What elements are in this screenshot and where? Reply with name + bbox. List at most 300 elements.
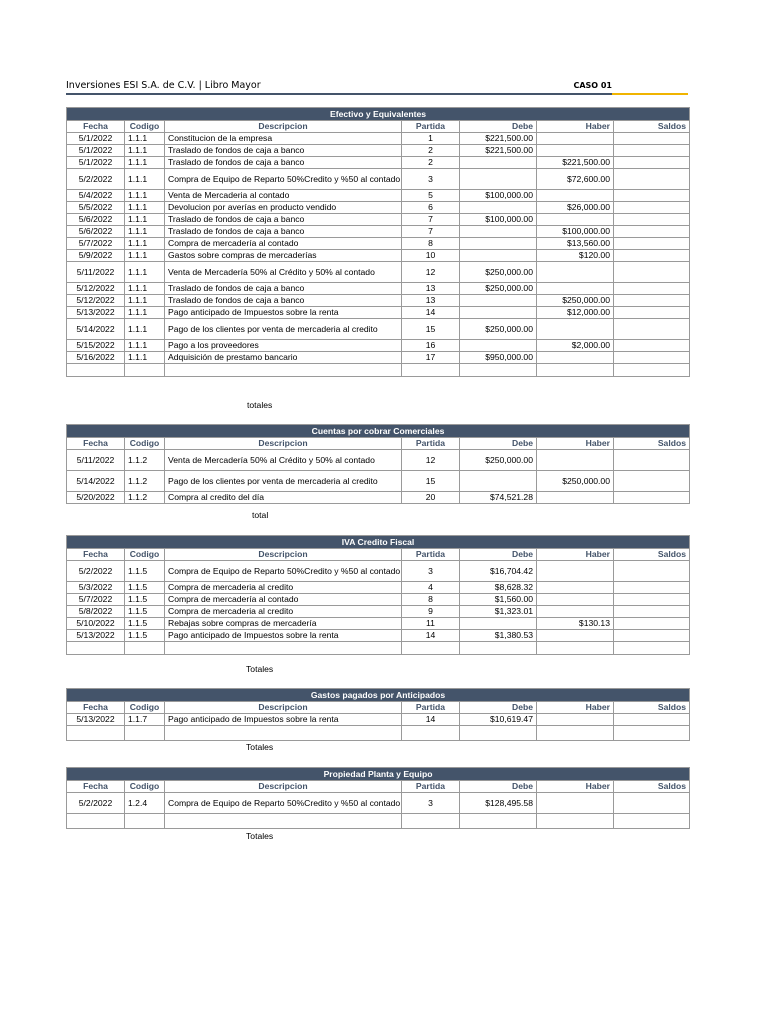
ledger-propiedad-totals-label: Totales — [246, 831, 274, 841]
column-header-partida: Partida — [402, 702, 460, 714]
cell-haber — [537, 352, 614, 364]
cell-partida: 17 — [402, 352, 460, 364]
cell-codigo: 1.1.1 — [125, 145, 165, 157]
cell-haber — [537, 262, 614, 283]
cell-descripcion: Compra de Equipo de Reparto 50%Credito y %50 al contado — [165, 793, 402, 814]
cell-haber — [537, 714, 614, 726]
table-row — [67, 238, 690, 250]
table-row — [67, 190, 690, 202]
cell-codigo: 1.1.5 — [125, 606, 165, 618]
cell-partida: 8 — [402, 594, 460, 606]
cell-debe: $10,619.47 — [460, 714, 537, 726]
cell-descripcion: Traslado de fondos de caja a banco — [165, 283, 402, 295]
cell-debe — [460, 295, 537, 307]
table-row — [67, 606, 690, 618]
ledger-cuentas-por-cobrar — [66, 424, 689, 504]
cell-codigo — [125, 814, 165, 829]
ledger-title: IVA Credito Fiscal — [67, 536, 690, 549]
ledger-title: Propiedad Planta y Equipo — [67, 768, 690, 781]
cell-haber — [537, 492, 614, 504]
cell-haber — [537, 594, 614, 606]
cell-saldos — [614, 364, 690, 377]
cell-partida — [402, 642, 460, 655]
ledger-efectivo-totals-label: totales — [247, 400, 273, 410]
cell-debe: $100,000.00 — [460, 214, 537, 226]
cell-descripcion: Compra de mercadería al contado — [165, 238, 402, 250]
cell-descripcion: Venta de Mercadería 50% al Crédito y 50% al contado — [165, 450, 402, 471]
cell-descripcion — [165, 726, 402, 741]
table-row — [67, 262, 690, 283]
cell-partida: 6 — [402, 202, 460, 214]
column-header-descripcion: Descripcion — [165, 121, 402, 133]
cell-saldos — [614, 642, 690, 655]
column-header-partida: Partida — [402, 549, 460, 561]
cell-codigo: 1.1.1 — [125, 340, 165, 352]
cell-haber: $221,500.00 — [537, 157, 614, 169]
cell-fecha: 5/14/2022 — [67, 319, 125, 340]
table-row — [67, 250, 690, 262]
ledger-table — [66, 535, 690, 655]
cell-haber: $13,560.00 — [537, 238, 614, 250]
cell-haber — [537, 364, 614, 377]
cell-debe — [460, 471, 537, 492]
cell-haber — [537, 133, 614, 145]
cell-codigo: 1.1.1 — [125, 133, 165, 145]
ledger-title: Gastos pagados por Anticipados — [67, 689, 690, 702]
table-row — [67, 814, 690, 829]
cell-fecha: 5/10/2022 — [67, 618, 125, 630]
cell-descripcion — [165, 364, 402, 377]
ledger-propiedad-planta — [66, 767, 689, 829]
cell-saldos — [614, 471, 690, 492]
cell-partida: 13 — [402, 295, 460, 307]
cell-fecha — [67, 642, 125, 655]
cell-descripcion: Traslado de fondos de caja a banco — [165, 145, 402, 157]
cell-descripcion: Pago de los clientes por venta de mercaderia al credito — [165, 319, 402, 340]
cell-partida: 13 — [402, 283, 460, 295]
cell-fecha: 5/7/2022 — [67, 238, 125, 250]
cell-debe: $221,500.00 — [460, 133, 537, 145]
cell-debe — [460, 202, 537, 214]
cell-haber: $130.13 — [537, 618, 614, 630]
cell-saldos — [614, 582, 690, 594]
cell-descripcion: Traslado de fondos de caja a banco — [165, 226, 402, 238]
document-header — [66, 80, 688, 94]
column-header-partida: Partida — [402, 438, 460, 450]
ledger-table — [66, 424, 690, 504]
ledger-title: Efectivo y Equivalentes — [67, 108, 690, 121]
table-row — [67, 283, 690, 295]
cell-descripcion: Pago a los proveedores — [165, 340, 402, 352]
header-rule-dark — [66, 93, 612, 95]
cell-codigo: 1.1.1 — [125, 307, 165, 319]
cell-haber — [537, 630, 614, 642]
cell-codigo: 1.1.2 — [125, 492, 165, 504]
cell-fecha: 5/15/2022 — [67, 340, 125, 352]
cell-partida: 3 — [402, 169, 460, 190]
column-header-fecha: Fecha — [67, 549, 125, 561]
table-row — [67, 630, 690, 642]
cell-codigo: 1.1.1 — [125, 157, 165, 169]
cell-debe — [460, 226, 537, 238]
cell-descripcion: Compra de Equipo de Reparto 50%Credito y %50 al contado — [165, 561, 402, 582]
cell-fecha: 5/11/2022 — [67, 262, 125, 283]
cell-debe — [460, 618, 537, 630]
cell-debe — [460, 364, 537, 377]
cell-debe: $250,000.00 — [460, 450, 537, 471]
cell-descripcion: Devolucion por averías en producto vendido — [165, 202, 402, 214]
cell-saldos — [614, 295, 690, 307]
cell-saldos — [614, 226, 690, 238]
cell-fecha: 5/1/2022 — [67, 133, 125, 145]
column-header-debe: Debe — [460, 702, 537, 714]
cell-saldos — [614, 157, 690, 169]
column-header-haber: Haber — [537, 549, 614, 561]
table-row — [67, 319, 690, 340]
cell-descripcion: Rebajas sobre compras de mercadería — [165, 618, 402, 630]
table-row — [67, 340, 690, 352]
cell-haber — [537, 814, 614, 829]
cell-debe: $221,500.00 — [460, 145, 537, 157]
cell-haber — [537, 145, 614, 157]
cell-fecha: 5/3/2022 — [67, 582, 125, 594]
cell-descripcion: Venta de Mercaderia al contado — [165, 190, 402, 202]
cell-descripcion: Compra de mercaderia al credito — [165, 582, 402, 594]
ledger-table — [66, 767, 690, 829]
column-header-fecha: Fecha — [67, 438, 125, 450]
cell-partida: 16 — [402, 340, 460, 352]
cell-partida: 15 — [402, 471, 460, 492]
table-row — [67, 145, 690, 157]
cell-fecha: 5/6/2022 — [67, 226, 125, 238]
cell-fecha: 5/1/2022 — [67, 145, 125, 157]
cell-saldos — [614, 190, 690, 202]
cell-partida — [402, 364, 460, 377]
cell-descripcion — [165, 642, 402, 655]
cell-codigo: 1.1.1 — [125, 169, 165, 190]
table-row — [67, 202, 690, 214]
cell-codigo: 1.1.1 — [125, 250, 165, 262]
cell-fecha: 5/11/2022 — [67, 450, 125, 471]
column-header-saldos: Saldos — [614, 549, 690, 561]
cell-saldos — [614, 238, 690, 250]
column-header-codigo: Codigo — [125, 702, 165, 714]
table-row — [67, 471, 690, 492]
cell-saldos — [614, 202, 690, 214]
column-header-codigo: Codigo — [125, 781, 165, 793]
cell-debe — [460, 307, 537, 319]
cell-partida: 7 — [402, 226, 460, 238]
cell-debe — [460, 157, 537, 169]
cell-fecha: 5/2/2022 — [67, 561, 125, 582]
cell-haber — [537, 726, 614, 741]
cell-codigo — [125, 642, 165, 655]
cell-saldos — [614, 561, 690, 582]
cell-debe: $1,380.53 — [460, 630, 537, 642]
cell-partida: 15 — [402, 319, 460, 340]
cell-fecha: 5/14/2022 — [67, 471, 125, 492]
cell-fecha: 5/13/2022 — [67, 630, 125, 642]
ledger-title: Cuentas por cobrar Comerciales — [67, 425, 690, 438]
column-header-saldos: Saldos — [614, 438, 690, 450]
cell-saldos — [614, 618, 690, 630]
cell-codigo: 1.1.5 — [125, 582, 165, 594]
column-header-descripcion: Descripcion — [165, 702, 402, 714]
cell-partida: 8 — [402, 238, 460, 250]
column-header-haber: Haber — [537, 121, 614, 133]
cell-saldos — [614, 352, 690, 364]
cell-debe — [460, 169, 537, 190]
cell-fecha: 5/4/2022 — [67, 190, 125, 202]
column-header-debe: Debe — [460, 549, 537, 561]
cell-debe: $1,560.00 — [460, 594, 537, 606]
column-header-debe: Debe — [460, 438, 537, 450]
column-header-debe: Debe — [460, 781, 537, 793]
cell-descripcion: Gastos sobre compras de mercaderías — [165, 250, 402, 262]
case-label: CASO 01 — [573, 81, 612, 90]
cell-partida: 2 — [402, 157, 460, 169]
cell-partida: 3 — [402, 561, 460, 582]
table-row — [67, 714, 690, 726]
cell-debe: $950,000.00 — [460, 352, 537, 364]
cell-haber — [537, 561, 614, 582]
ledger-table — [66, 688, 690, 741]
column-header-haber: Haber — [537, 781, 614, 793]
cell-debe — [460, 726, 537, 741]
cell-fecha: 5/13/2022 — [67, 307, 125, 319]
cell-debe — [460, 340, 537, 352]
cell-codigo: 1.1.1 — [125, 352, 165, 364]
cell-partida: 11 — [402, 618, 460, 630]
cell-codigo: 1.1.1 — [125, 214, 165, 226]
cell-haber: $2,000.00 — [537, 340, 614, 352]
cell-debe: $250,000.00 — [460, 319, 537, 340]
ledger-iva-credito — [66, 535, 689, 655]
cell-haber: $250,000.00 — [537, 471, 614, 492]
cell-debe: $16,704.42 — [460, 561, 537, 582]
cell-descripcion: Compra de Equipo de Reparto 50%Credito y %50 al contado — [165, 169, 402, 190]
table-row — [67, 214, 690, 226]
cell-descripcion: Traslado de fondos de caja a banco — [165, 157, 402, 169]
cell-haber: $26,000.00 — [537, 202, 614, 214]
cell-partida: 9 — [402, 606, 460, 618]
column-header-fecha: Fecha — [67, 702, 125, 714]
column-header-saldos: Saldos — [614, 702, 690, 714]
cell-descripcion: Pago anticipado de Impuestos sobre la renta — [165, 307, 402, 319]
cell-debe: $250,000.00 — [460, 262, 537, 283]
column-header-descripcion: Descripcion — [165, 781, 402, 793]
table-row — [67, 450, 690, 471]
table-row — [67, 307, 690, 319]
cell-fecha: 5/16/2022 — [67, 352, 125, 364]
column-header-descripcion: Descripcion — [165, 549, 402, 561]
cell-haber — [537, 642, 614, 655]
cell-saldos — [614, 319, 690, 340]
cell-partida: 14 — [402, 630, 460, 642]
cell-partida: 10 — [402, 250, 460, 262]
cell-codigo: 1.1.5 — [125, 630, 165, 642]
cell-codigo: 1.1.1 — [125, 295, 165, 307]
cell-codigo: 1.1.1 — [125, 238, 165, 250]
cell-fecha — [67, 364, 125, 377]
cell-saldos — [614, 594, 690, 606]
cell-partida: 7 — [402, 214, 460, 226]
table-row — [67, 793, 690, 814]
cell-partida — [402, 726, 460, 741]
cell-codigo: 1.1.5 — [125, 561, 165, 582]
cell-debe — [460, 642, 537, 655]
ledger-gastos-anticipados — [66, 688, 689, 741]
cell-debe: $8,628.32 — [460, 582, 537, 594]
cell-saldos — [614, 169, 690, 190]
cell-fecha: 5/8/2022 — [67, 606, 125, 618]
cell-codigo: 1.1.2 — [125, 450, 165, 471]
cell-saldos — [614, 714, 690, 726]
table-row — [67, 157, 690, 169]
cell-debe: $74,521.28 — [460, 492, 537, 504]
cell-debe: $128,495.58 — [460, 793, 537, 814]
cell-saldos — [614, 214, 690, 226]
table-row — [67, 582, 690, 594]
cell-saldos — [614, 814, 690, 829]
cell-codigo: 1.1.1 — [125, 202, 165, 214]
column-header-saldos: Saldos — [614, 781, 690, 793]
cell-haber — [537, 793, 614, 814]
cell-fecha — [67, 814, 125, 829]
cell-descripcion: Adquisición de prestamo bancario — [165, 352, 402, 364]
cell-fecha: 5/12/2022 — [67, 295, 125, 307]
cell-descripcion: Compra de mercadería al contado — [165, 594, 402, 606]
column-header-fecha: Fecha — [67, 121, 125, 133]
cell-codigo — [125, 726, 165, 741]
cell-debe — [460, 814, 537, 829]
table-row — [67, 133, 690, 145]
ledger-table — [66, 107, 690, 377]
cell-haber: $12,000.00 — [537, 307, 614, 319]
table-row — [67, 642, 690, 655]
table-row — [67, 726, 690, 741]
cell-descripcion: Compra al credito del día — [165, 492, 402, 504]
column-header-haber: Haber — [537, 702, 614, 714]
cell-haber — [537, 214, 614, 226]
cell-descripcion: Pago de los clientes por venta de mercaderia al credito — [165, 471, 402, 492]
ledger-cuentas-totals-label: total — [252, 510, 269, 520]
cell-debe: $1,323.01 — [460, 606, 537, 618]
column-header-descripcion: Descripcion — [165, 438, 402, 450]
cell-partida: 2 — [402, 145, 460, 157]
cell-saldos — [614, 250, 690, 262]
cell-codigo — [125, 364, 165, 377]
document-title: Inversiones ESI S.A. de C.V. | Libro Mayor — [66, 80, 261, 91]
column-header-codigo: Codigo — [125, 438, 165, 450]
cell-saldos — [614, 262, 690, 283]
column-header-debe: Debe — [460, 121, 537, 133]
cell-haber: $250,000.00 — [537, 295, 614, 307]
cell-haber — [537, 319, 614, 340]
cell-haber: $72,600.00 — [537, 169, 614, 190]
cell-partida: 5 — [402, 190, 460, 202]
column-header-saldos: Saldos — [614, 121, 690, 133]
cell-codigo: 1.1.1 — [125, 319, 165, 340]
cell-descripcion: Compra de mercaderia al credito — [165, 606, 402, 618]
cell-partida: 20 — [402, 492, 460, 504]
cell-descripcion: Traslado de fondos de caja a banco — [165, 214, 402, 226]
cell-codigo: 1.1.1 — [125, 262, 165, 283]
table-row — [67, 295, 690, 307]
column-header-partida: Partida — [402, 121, 460, 133]
cell-fecha: 5/20/2022 — [67, 492, 125, 504]
cell-fecha — [67, 726, 125, 741]
cell-haber — [537, 283, 614, 295]
cell-descripcion — [165, 814, 402, 829]
cell-debe — [460, 238, 537, 250]
header-rule-gold — [612, 93, 688, 95]
cell-saldos — [614, 606, 690, 618]
cell-partida: 1 — [402, 133, 460, 145]
ledger-efectivo — [66, 107, 689, 377]
table-row — [67, 492, 690, 504]
cell-partida: 3 — [402, 793, 460, 814]
cell-fecha: 5/7/2022 — [67, 594, 125, 606]
cell-fecha: 5/12/2022 — [67, 283, 125, 295]
cell-haber — [537, 582, 614, 594]
table-row — [67, 561, 690, 582]
cell-haber — [537, 190, 614, 202]
cell-partida: 14 — [402, 714, 460, 726]
cell-descripcion: Traslado de fondos de caja a banco — [165, 295, 402, 307]
ledger-iva-totals-label: Totales — [246, 664, 274, 674]
cell-partida — [402, 814, 460, 829]
cell-fecha: 5/2/2022 — [67, 169, 125, 190]
cell-saldos — [614, 145, 690, 157]
table-row — [67, 364, 690, 377]
column-header-haber: Haber — [537, 438, 614, 450]
cell-saldos — [614, 492, 690, 504]
cell-codigo: 1.1.5 — [125, 618, 165, 630]
cell-fecha: 5/9/2022 — [67, 250, 125, 262]
cell-saldos — [614, 133, 690, 145]
cell-codigo: 1.1.7 — [125, 714, 165, 726]
cell-codigo: 1.2.4 — [125, 793, 165, 814]
cell-saldos — [614, 450, 690, 471]
cell-descripcion: Venta de Mercadería 50% al Crédito y 50% al contado — [165, 262, 402, 283]
cell-descripcion: Pago anticipado de Impuestos sobre la renta — [165, 714, 402, 726]
table-row — [67, 618, 690, 630]
cell-partida: 14 — [402, 307, 460, 319]
cell-descripcion: Pago anticipado de Impuestos sobre la renta — [165, 630, 402, 642]
cell-debe: $100,000.00 — [460, 190, 537, 202]
table-row — [67, 352, 690, 364]
cell-saldos — [614, 283, 690, 295]
cell-haber — [537, 606, 614, 618]
cell-saldos — [614, 726, 690, 741]
cell-partida: 12 — [402, 262, 460, 283]
cell-codigo: 1.1.1 — [125, 190, 165, 202]
cell-fecha: 5/1/2022 — [67, 157, 125, 169]
cell-codigo: 1.1.2 — [125, 471, 165, 492]
cell-haber — [537, 450, 614, 471]
cell-saldos — [614, 307, 690, 319]
cell-haber: $120.00 — [537, 250, 614, 262]
cell-partida: 4 — [402, 582, 460, 594]
column-header-codigo: Codigo — [125, 121, 165, 133]
cell-codigo: 1.1.5 — [125, 594, 165, 606]
table-row — [67, 169, 690, 190]
cell-saldos — [614, 630, 690, 642]
cell-codigo: 1.1.1 — [125, 226, 165, 238]
cell-codigo: 1.1.1 — [125, 283, 165, 295]
column-header-fecha: Fecha — [67, 781, 125, 793]
